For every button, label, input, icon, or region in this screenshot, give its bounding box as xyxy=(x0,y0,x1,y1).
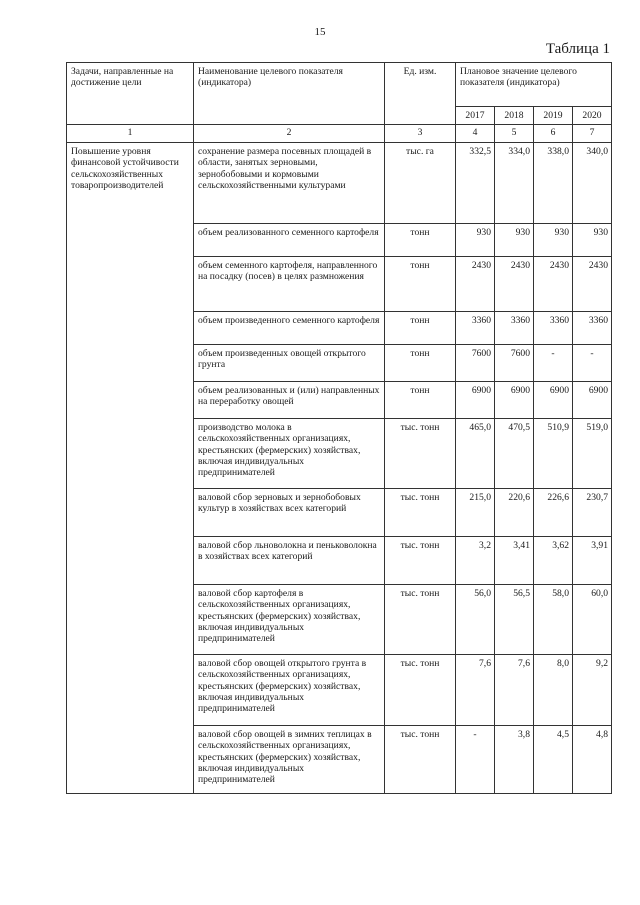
table-title: Таблица 1 xyxy=(545,41,610,57)
year-cell: 2020 xyxy=(573,107,612,125)
value-cell: 9,2 xyxy=(573,655,612,726)
value-cell: 3360 xyxy=(495,312,534,345)
indicator-cell: объем произведенного семенного картофеля xyxy=(194,312,385,345)
page-number: 15 xyxy=(314,26,326,38)
value-cell: 334,0 xyxy=(495,143,534,224)
indicator-cell: валовой сбор льноволокна и пеньковолокна в хозяйствах всех категорий xyxy=(194,537,385,585)
value-cell: 6900 xyxy=(456,382,495,419)
task-cell: Повышение уровня финансовой устойчивости сельскохозяйственных товаропроизводителей xyxy=(67,143,194,794)
value-cell: 2430 xyxy=(573,257,612,312)
indicator-cell: валовой сбор овощей в зимних теплицах в сельскохозяйственных организациях, крестьянских (фермерских) хозяйствах, включая индивидуальных предпринимателей xyxy=(194,726,385,794)
value-cell: 3360 xyxy=(573,312,612,345)
value-cell: 56,0 xyxy=(456,585,495,655)
value-cell: 3360 xyxy=(534,312,573,345)
value-cell: 2430 xyxy=(534,257,573,312)
value-cell: 7600 xyxy=(495,345,534,382)
value-cell: 465,0 xyxy=(456,419,495,489)
column-number: 1 xyxy=(67,125,194,143)
value-cell: 6900 xyxy=(495,382,534,419)
value-cell: 470,5 xyxy=(495,419,534,489)
indicator-cell: производство молока в сельскохозяйственных организациях, крестьянских (фермерских) хозяйствах, включая индивидуальных предпринимателей xyxy=(194,419,385,489)
column-number: 7 xyxy=(573,125,612,143)
indicator-cell: валовой сбор зерновых и зернобобовых культур в хозяйствах всех категорий xyxy=(194,489,385,537)
unit-cell: тыс. га xyxy=(385,143,456,224)
value-cell: 2430 xyxy=(495,257,534,312)
header-unit: Ед. изм. xyxy=(385,63,456,125)
value-cell: 332,5 xyxy=(456,143,495,224)
indicator-cell: объем семенного картофеля, направленного на посадку (посев) в целях размножения xyxy=(194,257,385,312)
indicators-table xyxy=(66,62,612,794)
value-cell: 230,7 xyxy=(573,489,612,537)
value-cell: 7,6 xyxy=(456,655,495,726)
unit-cell: тыс. тонн xyxy=(385,489,456,537)
header-row xyxy=(67,63,612,107)
value-cell: 4,5 xyxy=(534,726,573,794)
header-plan: Плановое значение целевого показателя (индикатора) xyxy=(456,63,612,107)
indicator-cell: объем реализованного семенного картофеля xyxy=(194,224,385,257)
unit-cell: тыс. тонн xyxy=(385,537,456,585)
value-cell: 930 xyxy=(573,224,612,257)
value-cell: 7600 xyxy=(456,345,495,382)
value-cell: 220,6 xyxy=(495,489,534,537)
value-cell: 2430 xyxy=(456,257,495,312)
column-number: 4 xyxy=(456,125,495,143)
value-cell: 8,0 xyxy=(534,655,573,726)
value-cell: 3,91 xyxy=(573,537,612,585)
indicator-cell: валовой сбор картофеля в сельскохозяйственных организациях, крестьянских (фермерских) хозяйствах, включая индивидуальных предпринимателей xyxy=(194,585,385,655)
unit-cell: тыс. тонн xyxy=(385,726,456,794)
value-cell: - xyxy=(456,726,495,794)
value-cell: 3,8 xyxy=(495,726,534,794)
value-cell: 60,0 xyxy=(573,585,612,655)
column-number-row xyxy=(67,125,612,143)
header-indicator: Наименование целевого показателя (индикатора) xyxy=(194,63,385,125)
value-cell: - xyxy=(573,345,612,382)
header-tasks: Задачи, направленные на достижение цели xyxy=(67,63,194,125)
indicator-cell: объем произведенных овощей открытого грунта xyxy=(194,345,385,382)
unit-cell: тыс. тонн xyxy=(385,585,456,655)
value-cell: 6900 xyxy=(534,382,573,419)
value-cell: - xyxy=(534,345,573,382)
value-cell: 930 xyxy=(456,224,495,257)
unit-cell: тонн xyxy=(385,224,456,257)
indicator-cell: валовой сбор овощей открытого грунта в сельскохозяйственных организациях, крестьянских (фермерских) хозяйствах, включая индивидуальных предпринимателей xyxy=(194,655,385,726)
unit-cell: тонн xyxy=(385,257,456,312)
value-cell: 3,41 xyxy=(495,537,534,585)
value-cell: 3,62 xyxy=(534,537,573,585)
value-cell: 226,6 xyxy=(534,489,573,537)
year-cell: 2018 xyxy=(495,107,534,125)
unit-cell: тонн xyxy=(385,312,456,345)
value-cell: 56,5 xyxy=(495,585,534,655)
column-number: 3 xyxy=(385,125,456,143)
value-cell: 510,9 xyxy=(534,419,573,489)
column-number: 5 xyxy=(495,125,534,143)
value-cell: 58,0 xyxy=(534,585,573,655)
table-body xyxy=(67,143,612,794)
year-cell: 2017 xyxy=(456,107,495,125)
value-cell: 930 xyxy=(534,224,573,257)
unit-cell: тонн xyxy=(385,345,456,382)
value-cell: 3,2 xyxy=(456,537,495,585)
indicator-cell: сохранение размера посевных площадей в области, занятых зерновыми, зернобобовыми и кормовыми сельскохозяйственными культурами xyxy=(194,143,385,224)
value-cell: 338,0 xyxy=(534,143,573,224)
value-cell: 340,0 xyxy=(573,143,612,224)
unit-cell: тыс. тонн xyxy=(385,655,456,726)
column-number: 6 xyxy=(534,125,573,143)
unit-cell: тонн xyxy=(385,382,456,419)
value-cell: 6900 xyxy=(573,382,612,419)
table-row xyxy=(67,143,612,224)
unit-cell: тыс. тонн xyxy=(385,419,456,489)
column-number: 2 xyxy=(194,125,385,143)
indicator-cell: объем реализованных и (или) направленных на переработку овощей xyxy=(194,382,385,419)
value-cell: 215,0 xyxy=(456,489,495,537)
value-cell: 3360 xyxy=(456,312,495,345)
value-cell: 7,6 xyxy=(495,655,534,726)
value-cell: 519,0 xyxy=(573,419,612,489)
value-cell: 4,8 xyxy=(573,726,612,794)
year-cell: 2019 xyxy=(534,107,573,125)
value-cell: 930 xyxy=(495,224,534,257)
